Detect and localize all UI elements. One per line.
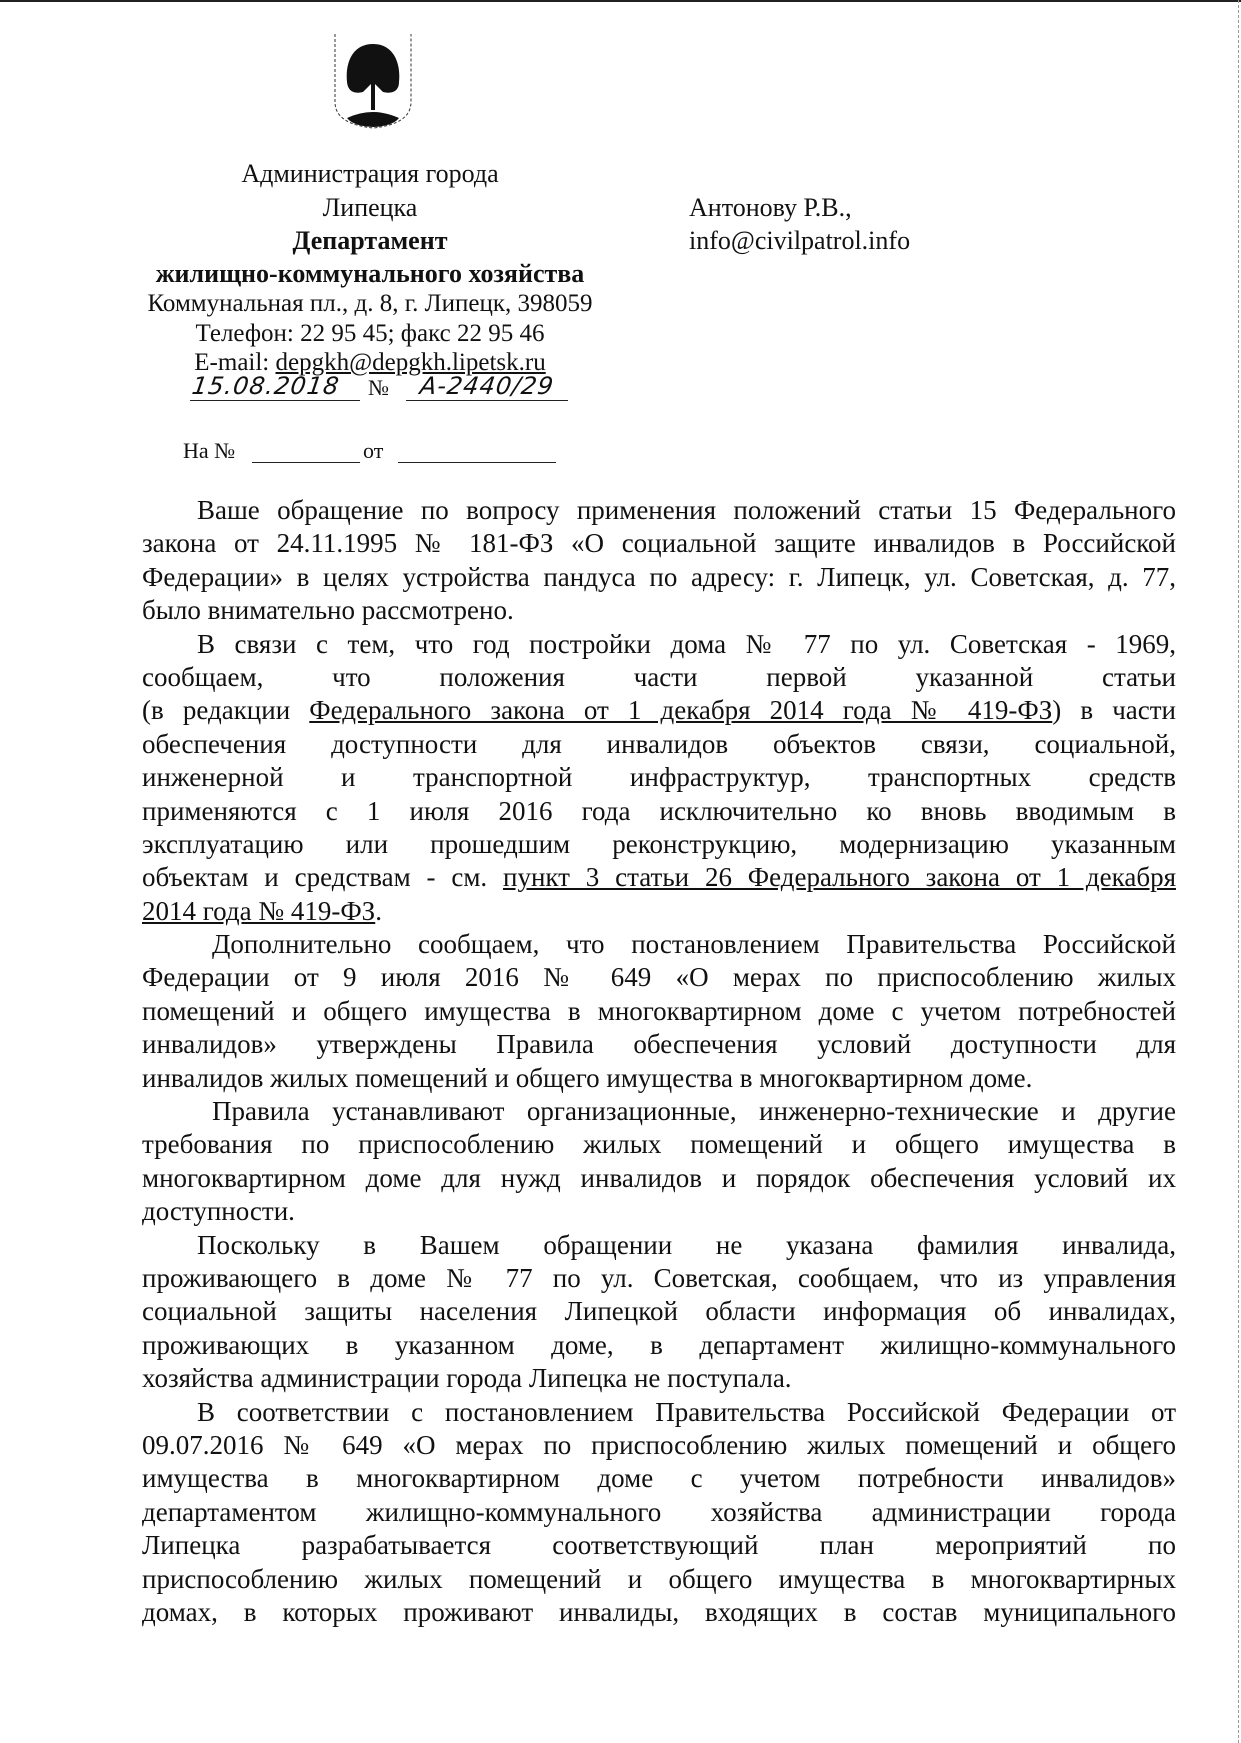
paragraph-5-line bbox=[142, 1295, 1176, 1328]
text-segment: департаментом жилищно-коммунального хозяйства администрации города bbox=[142, 1496, 1176, 1527]
text-segment: Дополнительно сообщаем, что постановлением Правительства Российской bbox=[212, 929, 1176, 960]
org-name-line1: Администрация города bbox=[241, 159, 499, 188]
number-label: № bbox=[368, 375, 389, 400]
text-segment: Федерации от 9 июля 2016 № 649 «О мерах по приспособлению жилых bbox=[142, 962, 1176, 993]
recipient-name: Антонову Р.В., bbox=[689, 193, 852, 222]
reply-date-blank bbox=[398, 461, 556, 463]
department-phone: Телефон: 22 95 45; факс 22 95 46 bbox=[195, 320, 545, 347]
paragraph-6-line bbox=[142, 1596, 1176, 1629]
paragraph-2-line bbox=[142, 895, 1176, 928]
reply-from-label: от bbox=[363, 438, 384, 463]
org-name-line2: Липецка bbox=[322, 193, 418, 222]
paragraph-3-line bbox=[142, 928, 1176, 961]
text-segment: имущества в многоквартирном доме с учетом потребности инвалидов» bbox=[142, 1463, 1176, 1494]
paragraph-2-line bbox=[142, 828, 1176, 861]
paragraph-2-line bbox=[142, 628, 1176, 661]
text-segment: хозяйства администрации города Липецка не поступала. bbox=[142, 1363, 792, 1394]
paragraph-5-line bbox=[142, 1329, 1176, 1362]
lipetsk-coat-of-arms-icon bbox=[333, 32, 413, 130]
reply-number-label: На № bbox=[183, 438, 236, 463]
text-segment: инженерной и транспортной инфраструктур, транспортных средств bbox=[142, 762, 1176, 793]
text-segment: Правила устанавливают организационные, инженерно-технические и другие bbox=[212, 1096, 1176, 1127]
paragraph-2-line bbox=[142, 761, 1176, 794]
email-link[interactable]: depgkh@depgkh.lipetsk.ru bbox=[275, 349, 546, 376]
text-segment: обеспечения доступности для инвалидов объектов связи, социальной, bbox=[142, 728, 1176, 759]
paragraph-6-line bbox=[142, 1529, 1176, 1562]
paragraph-2-line bbox=[142, 795, 1176, 828]
paragraph-4-line bbox=[142, 1162, 1176, 1195]
paragraph-1-line bbox=[142, 561, 1176, 594]
text-segment: закона от 24.11.1995 № 181-ФЗ «О социальной защите инвалидов в Российской bbox=[142, 528, 1176, 559]
law-reference-link[interactable]: 2014 года № 419-ФЗ bbox=[142, 895, 376, 926]
letter-date: 15.08.2018 bbox=[190, 372, 364, 401]
text-segment: было внимательно рассмотрено. bbox=[142, 595, 514, 626]
text-segment: (в редакции bbox=[142, 695, 310, 726]
text-segment: применяются с 1 июля 2016 года исключительно ко вновь вводимым в bbox=[142, 795, 1176, 826]
paragraph-2-line bbox=[142, 661, 1176, 694]
paragraph-1-line bbox=[142, 527, 1176, 560]
text-segment: домах, в которых проживают инвалиды, входящих в состав муниципального bbox=[142, 1596, 1176, 1627]
paragraph-2-line bbox=[142, 861, 1176, 894]
letter-body bbox=[142, 494, 1176, 1629]
law-reference-link[interactable]: пункт 3 статьи 26 Федерального закона от 1 декабря bbox=[503, 862, 1177, 893]
text-segment: . bbox=[375, 895, 382, 926]
paragraph-6-line bbox=[142, 1396, 1176, 1429]
text-segment: объектам и средствам - см. bbox=[142, 862, 504, 893]
paragraph-6-line bbox=[142, 1429, 1176, 1462]
paragraph-4-line bbox=[142, 1128, 1176, 1161]
paragraph-6-line bbox=[142, 1462, 1176, 1495]
text-segment: проживающих в указанном доме, в департамент жилищно-коммунального bbox=[142, 1329, 1176, 1360]
text-segment: многоквартирном доме для нужд инвалидов и порядок обеспечения условий их bbox=[142, 1162, 1176, 1193]
paragraph-5-line bbox=[142, 1229, 1176, 1262]
department-address: Коммунальная пл., д. 8, г. Липецк, 398059 bbox=[147, 290, 593, 317]
paragraph-3-line bbox=[142, 995, 1176, 1028]
paragraph-2-line bbox=[142, 694, 1176, 727]
paragraph-3-line bbox=[142, 961, 1176, 994]
paragraph-5-line bbox=[142, 1262, 1176, 1295]
text-segment: помещений и общего имущества в многоквартирном доме с учетом потребностей bbox=[142, 995, 1176, 1026]
text-segment: инвалидов» утверждены Правила обеспечения условий доступности для bbox=[142, 1029, 1176, 1060]
email-label: E-mail: bbox=[194, 349, 276, 376]
text-segment: доступности. bbox=[142, 1196, 295, 1227]
text-segment: инвалидов жилых помещений и общего имущества в многоквартирном доме. bbox=[142, 1062, 1033, 1093]
department-subtitle: жилищно-коммунального хозяйства bbox=[155, 259, 585, 288]
paragraph-5-line bbox=[142, 1362, 1176, 1395]
text-segment: требования по приспособлению жилых помещений и общего имущества в bbox=[142, 1129, 1176, 1160]
paragraph-3-line bbox=[142, 1062, 1176, 1095]
reply-number-blank bbox=[252, 461, 360, 463]
text-segment: В соответствии с постановлением Правительства Российской Федерации от bbox=[197, 1396, 1176, 1427]
text-segment: Поскольку в Вашем обращении не указана фамилия инвалида, bbox=[197, 1229, 1176, 1260]
paragraph-4-line bbox=[142, 1095, 1176, 1128]
text-segment: социальной защиты населения Липецкой области информация об инвалидах, bbox=[142, 1296, 1176, 1327]
page-right-edge bbox=[1237, 0, 1239, 1743]
text-segment: Федерации» в целях устройства пандуса по адресу: г. Липецк, ул. Советская, д. 77, bbox=[142, 561, 1176, 592]
law-reference-link[interactable]: Федерального закона от 1 декабря 2014 года № 419-ФЗ bbox=[309, 695, 1053, 726]
paragraph-6-line bbox=[142, 1563, 1176, 1596]
recipient-email: info@civilpatrol.info bbox=[689, 226, 911, 255]
text-segment: приспособлению жилых помещений и общего имущества в многоквартирных bbox=[142, 1563, 1176, 1594]
paragraph-6-line bbox=[142, 1496, 1176, 1529]
page-top-border bbox=[0, 0, 1241, 2]
department-title: Департамент bbox=[292, 226, 448, 255]
text-segment: эксплуатацию или прошедшим реконструкцию, модернизацию указанным bbox=[142, 828, 1176, 859]
paragraph-4-line bbox=[142, 1195, 1176, 1228]
paragraph-1-line bbox=[142, 494, 1176, 527]
text-segment: ) в части bbox=[1052, 695, 1177, 726]
text-segment: проживающего в доме № 77 по ул. Советская, сообщаем, что из управления bbox=[142, 1262, 1176, 1293]
paragraph-2-line bbox=[142, 728, 1176, 761]
text-segment: Липецка разрабатывается соответствующий план мероприятий по bbox=[142, 1530, 1176, 1561]
letter-number: А-2440/29 bbox=[406, 372, 572, 401]
paragraph-3-line bbox=[142, 1028, 1176, 1061]
paragraph-1-line bbox=[142, 594, 1176, 627]
text-segment: сообщаем, что положения части первой указанной статьи bbox=[142, 661, 1176, 692]
text-segment: Ваше обращение по вопросу применения положений статьи 15 Федерального bbox=[197, 495, 1176, 525]
text-segment: 09.07.2016 № 649 «О мерах по приспособлению жилых помещений и общего bbox=[142, 1429, 1176, 1460]
text-segment: В связи с тем, что год постройки дома № 77 по ул. Советская - 1969, bbox=[197, 628, 1176, 659]
